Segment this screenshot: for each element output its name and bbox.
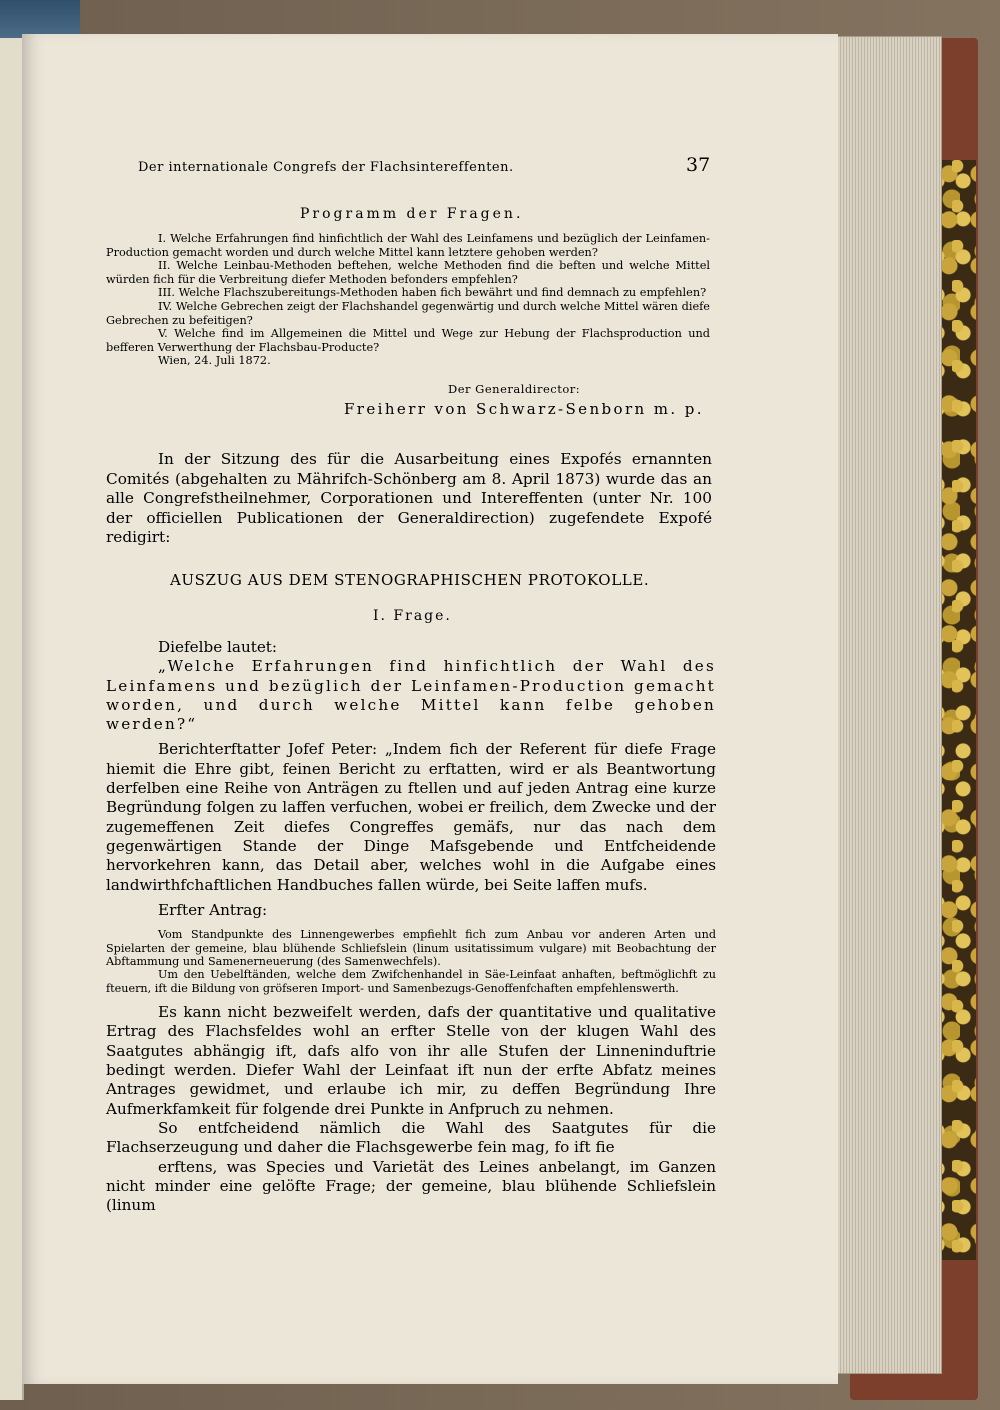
antrag-label: Erfter Antrag: xyxy=(158,900,268,919)
question-list xyxy=(106,232,710,368)
frage-heading: I. Frage. xyxy=(373,608,452,624)
antrag-block xyxy=(106,928,716,995)
body-paragraph: erftens, was Species und Varietät des Leines anbelangt, im Ganzen nicht minder eine gelöfte Frage; der gemeine, blau blühende Schliefslein (linum xyxy=(106,1157,716,1215)
left-spine xyxy=(0,0,80,38)
intro-paragraph xyxy=(106,450,712,548)
signature-name: Freiherr von Schwarz-Senborn m. p. xyxy=(344,400,704,418)
antrag-text: Vom Standpunkte des Linnengewerbes empfiehlt fich zum Anbau vor anderen Arten und Spielarten der gemeine, blau blühende Schliefslein (linum usitatissimum vulgare) mit Beobachtung der Abftammung und Samenerneuerung (des Samenwechfels). xyxy=(106,928,716,968)
signature-label: Der Generaldirector: xyxy=(448,382,581,396)
question-item: I. Welche Erfahrungen find hinfichtlich der Wahl des Leinfamens und bezüglich der Leinfamen-Production gemacht worden und durch welche Mittel kann letztere gehoben werden? xyxy=(106,232,710,259)
intro-text: In der Sitzung des für die Ausarbeitung eines Expofés ernannten Comités (abgehalten zu Mährifch-Schönberg am 8. April 1873) wurde das an alle Congrefstheilnehmer, Corporationen und Intereffenten (unter Nr. 100 der officiellen Publicationen der Generaldirection) zugefendete Expofé redigirt: xyxy=(106,450,712,546)
programm-date: Wien, 24. Juli 1872. xyxy=(158,354,271,368)
question-item: II. Welche Leinbau-Methoden beftehen, welche Methoden find die beften und welche Mittel würden fich für die Verbreitung diefer Methoden befonders empfehlen? xyxy=(106,259,710,286)
question-item: V. Welche find im Allgemeinen die Mittel und Wege zur Hebung der Flachsproduction und befferen Verwerthung der Flachsbau-Producte? xyxy=(106,327,710,354)
left-page-edge xyxy=(0,30,24,1400)
page-number: 37 xyxy=(686,154,711,176)
question-quote: „Welche Erfahrungen find hinfichtlich der Wahl des Leinfamens und bezüglich der Leinfamen-Production gemacht worden, und durch welche Mittel kann felbe gehoben werden?“ xyxy=(106,657,716,734)
body-text xyxy=(106,638,716,1215)
question-item: III. Welche Flachszubereitungs-Methoden haben fich bewährt und find demnach zu empfehlen? xyxy=(158,286,707,300)
body-paragraph: So entfcheidend nämlich die Wahl des Saatgutes für die Flachserzeugung und daher die Flachsgewerbe fein mag, fo ift fie xyxy=(106,1118,716,1157)
lautet-line: Diefelbe lautet: xyxy=(158,638,278,656)
running-title: Der internationale Congrefs der Flachsintereffenten. xyxy=(138,160,514,175)
antrag-text: Um den Uebelftänden, welche dem Zwifchenhandel in Säe-Leinfaat anhaften, beftmöglichft zu fteuern, ift die Bildung von gröfseren Import- und Samenbezugs-Genoffenfchaften empfehlenswerth. xyxy=(106,968,716,995)
page-edges xyxy=(834,36,942,1374)
programm-title: Programm der Fragen. xyxy=(300,206,524,222)
section-title: AUSZUG AUS DEM STENOGRAPHISCHEN PROTOKOLLE. xyxy=(170,571,650,589)
body-paragraph: Es kann nicht bezweifelt werden, dafs der quantitative und qualitative Ertrag des Flachsfeldes wohl an erfter Stelle von der klugen Wahl des Saatgutes abhängig ift, dafs alfo von ihr alle Stufen der Linneninduftrie bedingt werden. Diefer Wahl der Leinfaat ift nun der erfte Abfatz meines Antrages gewidmet, und erlaube ich mir, zu deffen Begründung Ihre Aufmerkfamkeit für folgende drei Punkte in Anfpruch zu nehmen. xyxy=(106,1003,716,1118)
report-paragraph: Berichterftatter Jofef Peter: „Indem fich der Referent für diefe Frage hiemit die Ehre gibt, feinen Bericht zu erftatten, wird er als Beantwortung derfelben eine Reihe von Anträgen zu ftellen und auf jeden Antrag eine kurze Begründung folgen zu laffen verfuchen, wobei er freilich, dem Zwecke und der zugemeffenen Zeit diefes Congreffes gemäfs, nur das nach dem gegenwärtigen Stande der Dinge Mafsgebende und Entfcheidende hervorkehren kann, das Detail aber, welches wohl in die Aufgabe eines landwirthfchaftlichen Handbuches fallen würde, bei Seite laffen mufs. xyxy=(106,740,716,894)
question-item: IV. Welche Gebrechen zeigt der Flachshandel gegenwärtig und durch welche Mittel wären diefe Gebrechen zu befeitigen? xyxy=(106,299,710,327)
